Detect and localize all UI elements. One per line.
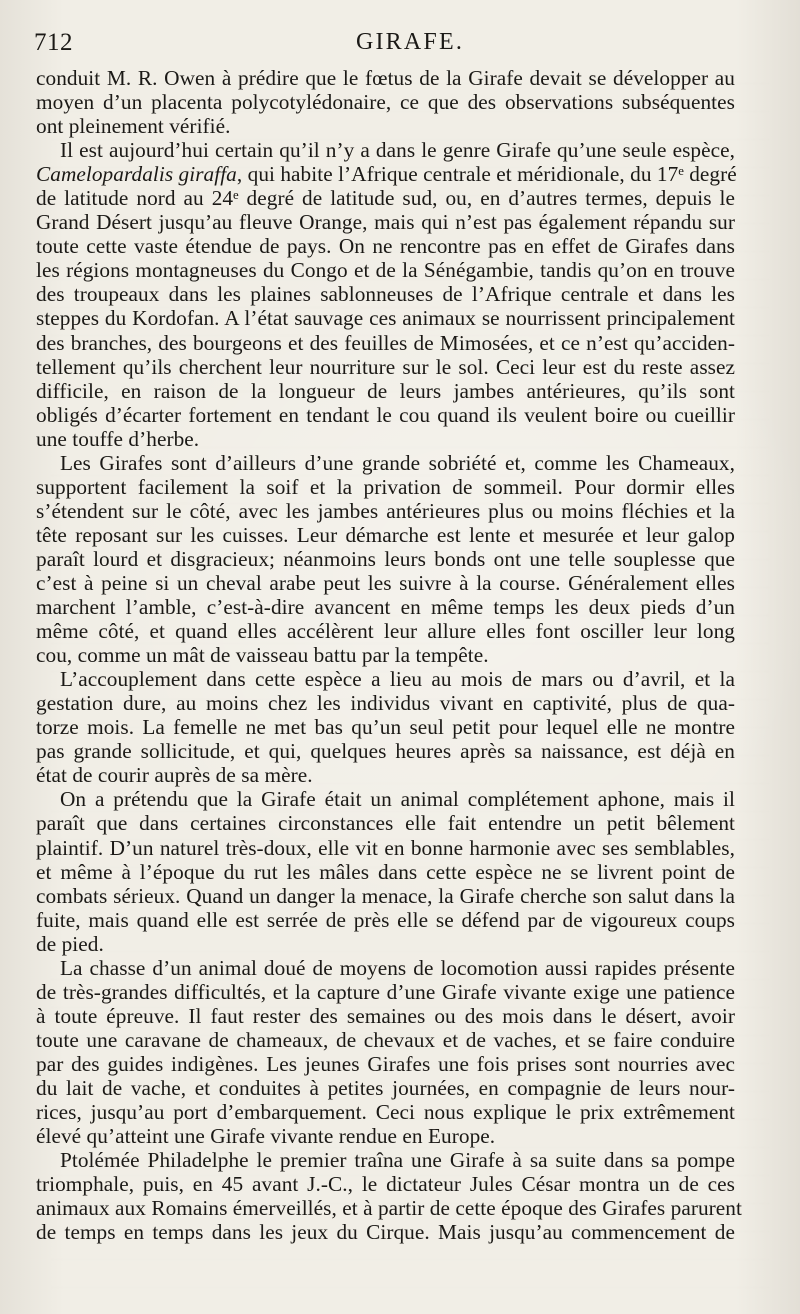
text-line: état de courir auprès de sa mère.: [36, 763, 313, 788]
text-line: steppes du Kordofan. A l’état sauvage ces animaux se nourrissent principalement: [36, 306, 735, 331]
text-line: par des guides indigènes. Les jeunes Girafes une fois prises sont nourries avec: [36, 1051, 735, 1076]
text-line: c’est à peine si un cheval arabe peut les suivre à la course. Généralement elles: [36, 570, 735, 595]
text-line: ont pleinement vérifié.: [36, 114, 231, 139]
text-line: Ptolémée Philadelphe le premier traîna une Girafe à sa suite dans sa pompe: [60, 1148, 735, 1173]
running-title: GIRAFE.: [355, 29, 465, 55]
text-line: de pied.: [36, 931, 104, 956]
text-line: moyen d’un placenta polycotylédonaire, ce que des observations subséquentes: [36, 90, 735, 115]
text-line: combats sérieux. Quand un danger la menace, la Girafe cherche son salut dans la: [36, 883, 735, 908]
text-line: Les Girafes sont d’ailleurs d’une grande sobriété et, comme les Chameaux,: [60, 450, 735, 475]
text-line: et même à l’époque du rut les mâles dans cette espèce ne se livrent point de: [36, 859, 735, 884]
text-line: toute cette vaste étendue de pays. On ne rencontre pas en effet de Girafes dans: [36, 234, 735, 259]
text-line: même côté, et quand elles accélèrent leur allure elles font osciller leur long: [36, 619, 735, 644]
text-line: triomphale, puis, en 45 avant J.-C., le dictateur Jules César montra un de ces: [36, 1172, 735, 1197]
text-line: les régions montagneuses du Congo et de la Sénégambie, tandis qu’on en trouve: [36, 258, 735, 283]
text-line: L’accouplement dans cette espèce a lieu au mois de mars ou d’avril, et la: [60, 667, 735, 692]
text-line: de très-grandes difficultés, et la capture d’une Girafe vivante exige une patience: [36, 979, 735, 1004]
text-line: gestation dure, au moins chez les individus vivant en captivité, plus de qua-: [36, 691, 735, 716]
text-line: Grand Désert jusqu’au fleuve Orange, mais qui n’est pas également répandu sur: [36, 210, 735, 235]
text-line: difficile, en raison de la longueur de leurs jambes antérieures, qu’ils sont: [36, 378, 735, 403]
text-line: paraît que dans certaines circonstances elle fait entendre un petit bêlement: [36, 811, 735, 836]
text-line: plaintif. D’un naturel très-doux, elle vit en bonne harmonie avec ses semblables,: [36, 835, 735, 860]
page-number: 712: [34, 29, 73, 56]
text-line: pas grande sollicitude, et qui, quelques heures après sa naissance, est déjà en: [36, 739, 735, 764]
text-line: fuite, mais quand elle est serrée de près elle se défend par de vigoureux coups: [36, 907, 735, 932]
text-line: La chasse d’un animal doué de moyens de locomotion aussi rapides présente: [60, 955, 735, 980]
text-line: supportent facilement la soif et la privation de sommeil. Pour dormir elles: [36, 474, 735, 499]
text-line: rices, jusqu’au port d’embarquement. Ceci nous explique le prix extrêmement: [36, 1100, 735, 1125]
text-line: du lait de vache, et conduites à petites journées, en compagnie de leurs nour-: [36, 1075, 735, 1100]
text-line: marchent l’amble, c’est-à-dire avancent en même temps les deux pieds d’un: [36, 595, 735, 620]
text-line: On a prétendu que la Girafe était un animal complétement aphone, mais il: [60, 787, 735, 812]
text-line: de latitude nord au 24ᵉ degré de latitude sud, ou, en d’autres termes, depuis le: [36, 186, 735, 211]
species-name: Camelopardalis giraffa: [36, 162, 237, 187]
text-line: Camelopardalis giraffa, qui habite l’Afrique centrale et méridionale, du 17ᵉ degré: [36, 162, 737, 187]
text-line: élevé qu’atteint une Girafe vivante rendue en Europe.: [36, 1124, 496, 1149]
text-line: une touffe d’herbe.: [36, 426, 200, 451]
text-line: des troupeaux dans les plaines sablonneuses de l’Afrique centrale et dans les: [36, 282, 735, 307]
text-line: à toute épreuve. Il faut rester des semaines ou des mois dans le désert, avoir: [36, 1003, 735, 1028]
text-line: des branches, des bourgeons et des feuilles de Mimosées, et ce n’est qu’acciden-: [36, 330, 735, 355]
text-line: torze mois. La femelle ne met bas qu’un seul petit pour lequel elle ne montre: [36, 715, 735, 740]
text-line: s’étendent sur le côté, avec les jambes antérieures plus ou moins fléchies et la: [36, 498, 735, 523]
text-line: tête reposant sur les cuisses. Leur démarche est lente et mesurée et leur galop: [36, 522, 735, 547]
text-line: obligés d’écarter fortement en tendant le cou quand ils veulent boire ou cueillir: [36, 402, 735, 427]
body-text: [36, 66, 742, 1245]
text-line: animaux aux Romains émerveillés, et à partir de cette époque des Girafes parurent: [36, 1196, 742, 1221]
text-line: cou, comme un mât de vaisseau battu par la tempête.: [36, 643, 489, 668]
page-header: [34, 24, 766, 60]
text-line: de temps en temps dans les jeux du Cirque. Mais jusqu’au commencement de: [36, 1220, 735, 1245]
text-line: paraît lourd et disgracieux; néanmoins leurs bonds ont une telle souplesse que: [36, 546, 735, 571]
text-line: Il est aujourd’hui certain qu’il n’y a dans le genre Girafe qu’une seule espèce,: [60, 138, 735, 163]
text-line: toute une caravane de chameaux, de chevaux et de vaches, et se faire conduire: [36, 1027, 735, 1052]
text-line: tellement qu’ils cherchent leur nourriture sur le sol. Ceci leur est du reste assez: [36, 354, 735, 379]
text-line: conduit M. R. Owen à prédire que le fœtus de la Girafe devait se développer au: [36, 66, 735, 90]
